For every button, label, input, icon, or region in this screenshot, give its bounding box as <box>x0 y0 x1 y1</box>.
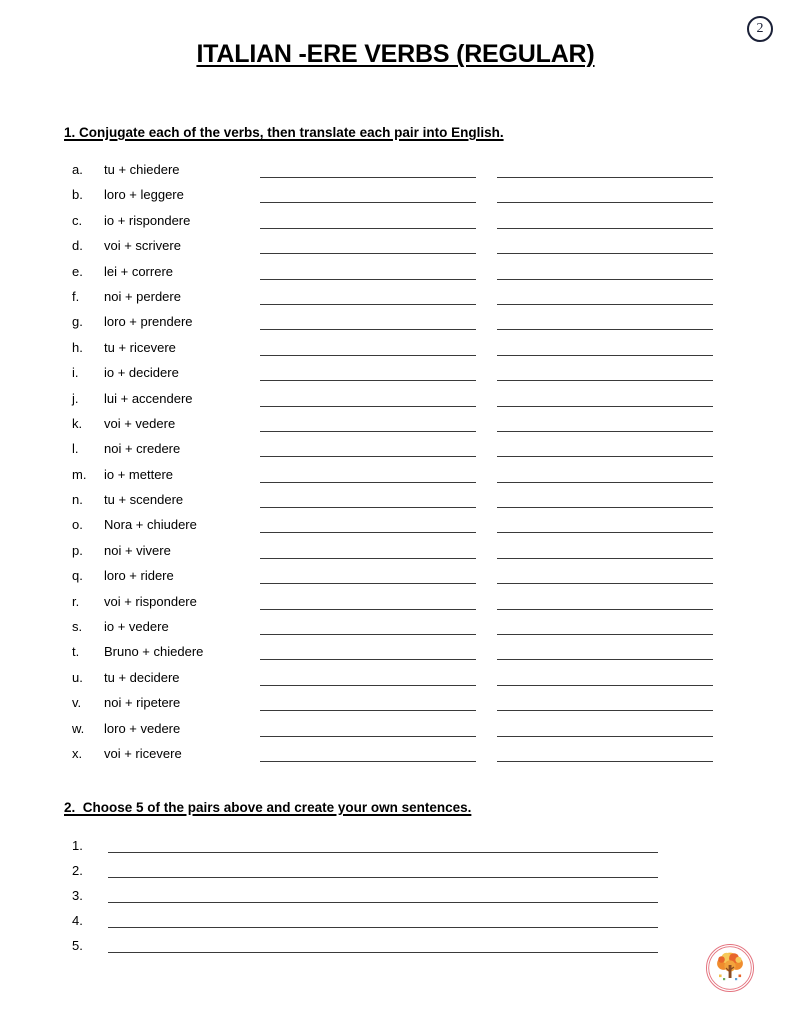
verb-item-letter: a. <box>72 162 83 177</box>
conjugation-answer-line[interactable] <box>260 304 476 305</box>
verb-item-prompt: voi + rispondere <box>104 593 197 609</box>
page-title: ITALIAN -ERE VERBS (REGULAR) <box>196 40 595 68</box>
verb-item-prompt: noi + credere <box>104 441 181 457</box>
conjugation-answer-line[interactable] <box>260 583 476 584</box>
sentence-row <box>0 886 791 911</box>
conjugation-answer-line[interactable] <box>260 710 476 711</box>
translation-answer-line[interactable] <box>497 380 713 381</box>
verb-item-prompt: voi + scrivere <box>104 238 181 254</box>
verb-row <box>0 338 791 363</box>
verb-item-prompt: voi + ricevere <box>104 745 182 761</box>
tree-logo-graphic <box>707 945 753 991</box>
verb-row <box>0 515 791 540</box>
sentence-item-number: 5. <box>72 938 83 953</box>
translation-answer-line[interactable] <box>497 710 713 711</box>
verb-item-prompt: lui + accendere <box>104 390 193 406</box>
conjugation-answer-line[interactable] <box>260 532 476 533</box>
verb-item-letter: c. <box>72 212 83 228</box>
verb-row <box>0 642 791 667</box>
conjugation-answer-line[interactable] <box>260 228 476 229</box>
translation-answer-line[interactable] <box>497 406 713 407</box>
translation-answer-line[interactable] <box>497 279 713 280</box>
verb-row <box>0 211 791 236</box>
verb-item-letter: i. <box>72 365 79 381</box>
conjugation-answer-line[interactable] <box>260 329 476 330</box>
verb-item-prompt: tu + chiedere <box>104 162 180 177</box>
verb-item-letter: k. <box>72 415 83 431</box>
translation-answer-line[interactable] <box>497 532 713 533</box>
sentence-item-number: 1. <box>72 838 83 853</box>
translation-answer-line[interactable] <box>497 583 713 584</box>
verb-item-letter: f. <box>72 288 80 304</box>
translation-answer-line[interactable] <box>497 456 713 457</box>
translation-answer-line[interactable] <box>497 228 713 229</box>
conjugation-answer-line[interactable] <box>260 202 476 203</box>
conjugation-answer-line[interactable] <box>260 736 476 737</box>
verb-item-prompt: lei + correre <box>104 263 173 279</box>
sentence-row <box>0 836 791 861</box>
section-2-heading: 2. Choose 5 of the pairs above and create your own sentences. <box>64 800 472 815</box>
verb-row <box>0 262 791 287</box>
verb-item-prompt: loro + leggere <box>104 187 184 203</box>
conjugation-answer-line[interactable] <box>260 507 476 508</box>
translation-answer-line[interactable] <box>497 634 713 635</box>
verb-item-prompt: tu + decidere <box>104 669 180 685</box>
verb-item-prompt: io + rispondere <box>104 212 191 228</box>
verb-row <box>0 312 791 337</box>
verb-item-letter: e. <box>72 263 83 279</box>
tree-logo <box>706 944 754 992</box>
verb-item-prompt: noi + perdere <box>104 288 181 304</box>
verb-row <box>0 287 791 312</box>
verb-item-letter: t. <box>72 644 80 660</box>
translation-answer-line[interactable] <box>497 685 713 686</box>
conjugation-answer-line[interactable] <box>260 406 476 407</box>
translation-answer-line[interactable] <box>497 482 713 483</box>
conjugation-answer-line[interactable] <box>260 456 476 457</box>
verb-item-prompt: io + vedere <box>104 619 169 635</box>
sentence-item-number: 3. <box>72 888 83 903</box>
sentence-answer-line[interactable] <box>108 877 658 878</box>
conjugation-answer-line[interactable] <box>260 355 476 356</box>
sentence-answer-line[interactable] <box>108 902 658 903</box>
verb-row <box>0 744 791 769</box>
conjugation-answer-line[interactable] <box>260 380 476 381</box>
verb-item-prompt: loro + vedere <box>104 720 181 736</box>
verb-item-prompt: loro + prendere <box>104 314 193 330</box>
verb-row <box>0 566 791 591</box>
conjugation-answer-line[interactable] <box>260 659 476 660</box>
translation-answer-line[interactable] <box>497 202 713 203</box>
sentence-answer-line[interactable] <box>108 952 658 953</box>
verb-item-letter: x. <box>72 745 83 761</box>
verb-item-prompt: tu + scendere <box>104 492 184 508</box>
verb-row <box>0 668 791 693</box>
verb-item-letter: v. <box>72 695 82 711</box>
conjugation-answer-line[interactable] <box>260 177 476 178</box>
verb-item-prompt: io + mettere <box>104 466 174 482</box>
verb-item-letter: d. <box>72 238 83 254</box>
translation-answer-line[interactable] <box>497 431 713 432</box>
verb-item-letter: u. <box>72 669 83 685</box>
verb-item-letter: l. <box>72 441 79 457</box>
translation-answer-line[interactable] <box>497 177 713 178</box>
verb-row <box>0 541 791 566</box>
title-container <box>0 0 791 69</box>
translation-answer-line[interactable] <box>497 659 713 660</box>
verb-item-letter: j. <box>72 390 79 406</box>
verb-row <box>0 465 791 490</box>
page-number-badge: 2 <box>747 16 773 42</box>
verb-item-prompt: noi + vivere <box>104 542 171 558</box>
translation-answer-line[interactable] <box>497 355 713 356</box>
conjugation-answer-line[interactable] <box>260 482 476 483</box>
sentence-list <box>0 836 791 961</box>
verb-item-letter: w. <box>72 720 85 736</box>
sentence-row <box>0 936 791 961</box>
verb-list <box>0 160 791 769</box>
sentence-row <box>0 911 791 936</box>
translation-answer-line[interactable] <box>497 329 713 330</box>
translation-answer-line[interactable] <box>497 761 713 762</box>
sentence-answer-line[interactable] <box>108 852 658 853</box>
verb-row <box>0 617 791 642</box>
verb-row <box>0 185 791 210</box>
verb-item-letter: m. <box>72 466 87 482</box>
translation-answer-line[interactable] <box>497 609 713 610</box>
translation-answer-line[interactable] <box>497 736 713 737</box>
verb-row <box>0 490 791 515</box>
verb-item-letter: n. <box>72 492 83 508</box>
verb-item-prompt: loro + ridere <box>104 568 174 584</box>
verb-item-letter: o. <box>72 517 83 533</box>
conjugation-answer-line[interactable] <box>260 609 476 610</box>
verb-item-letter: b. <box>72 187 83 203</box>
verb-row <box>0 363 791 388</box>
sentence-row <box>0 861 791 886</box>
conjugation-answer-line[interactable] <box>260 761 476 762</box>
verb-item-prompt: tu + ricevere <box>104 339 176 355</box>
conjugation-answer-line[interactable] <box>260 431 476 432</box>
verb-item-prompt: Bruno + chiedere <box>104 644 204 660</box>
translation-answer-line[interactable] <box>497 558 713 559</box>
translation-answer-line[interactable] <box>497 304 713 305</box>
verb-row <box>0 389 791 414</box>
verb-row <box>0 693 791 718</box>
translation-answer-line[interactable] <box>497 253 713 254</box>
verb-row <box>0 236 791 261</box>
verb-row <box>0 439 791 464</box>
verb-row <box>0 160 791 185</box>
verb-item-letter: h. <box>72 339 83 355</box>
verb-row <box>0 414 791 439</box>
translation-answer-line[interactable] <box>497 507 713 508</box>
verb-item-prompt: noi + ripetere <box>104 695 181 711</box>
verb-item-prompt: Nora + chiudere <box>104 517 197 533</box>
conjugation-answer-line[interactable] <box>260 634 476 635</box>
verb-item-letter: r. <box>72 593 80 609</box>
verb-item-letter: p. <box>72 542 83 558</box>
sentence-answer-line[interactable] <box>108 927 658 928</box>
verb-item-letter: g. <box>72 314 83 330</box>
verb-item-prompt: io + decidere <box>104 365 179 381</box>
verb-item-letter: s. <box>72 619 83 635</box>
conjugation-answer-line[interactable] <box>260 685 476 686</box>
verb-row <box>0 592 791 617</box>
verb-row <box>0 719 791 744</box>
section-1-heading: 1. Conjugate each of the verbs, then translate each pair into English. <box>64 125 504 140</box>
conjugation-answer-line[interactable] <box>260 253 476 254</box>
sentence-item-number: 4. <box>72 913 83 928</box>
verb-item-prompt: voi + vedere <box>104 415 176 431</box>
conjugation-answer-line[interactable] <box>260 558 476 559</box>
verb-item-letter: q. <box>72 568 83 584</box>
sentence-item-number: 2. <box>72 863 83 878</box>
conjugation-answer-line[interactable] <box>260 279 476 280</box>
